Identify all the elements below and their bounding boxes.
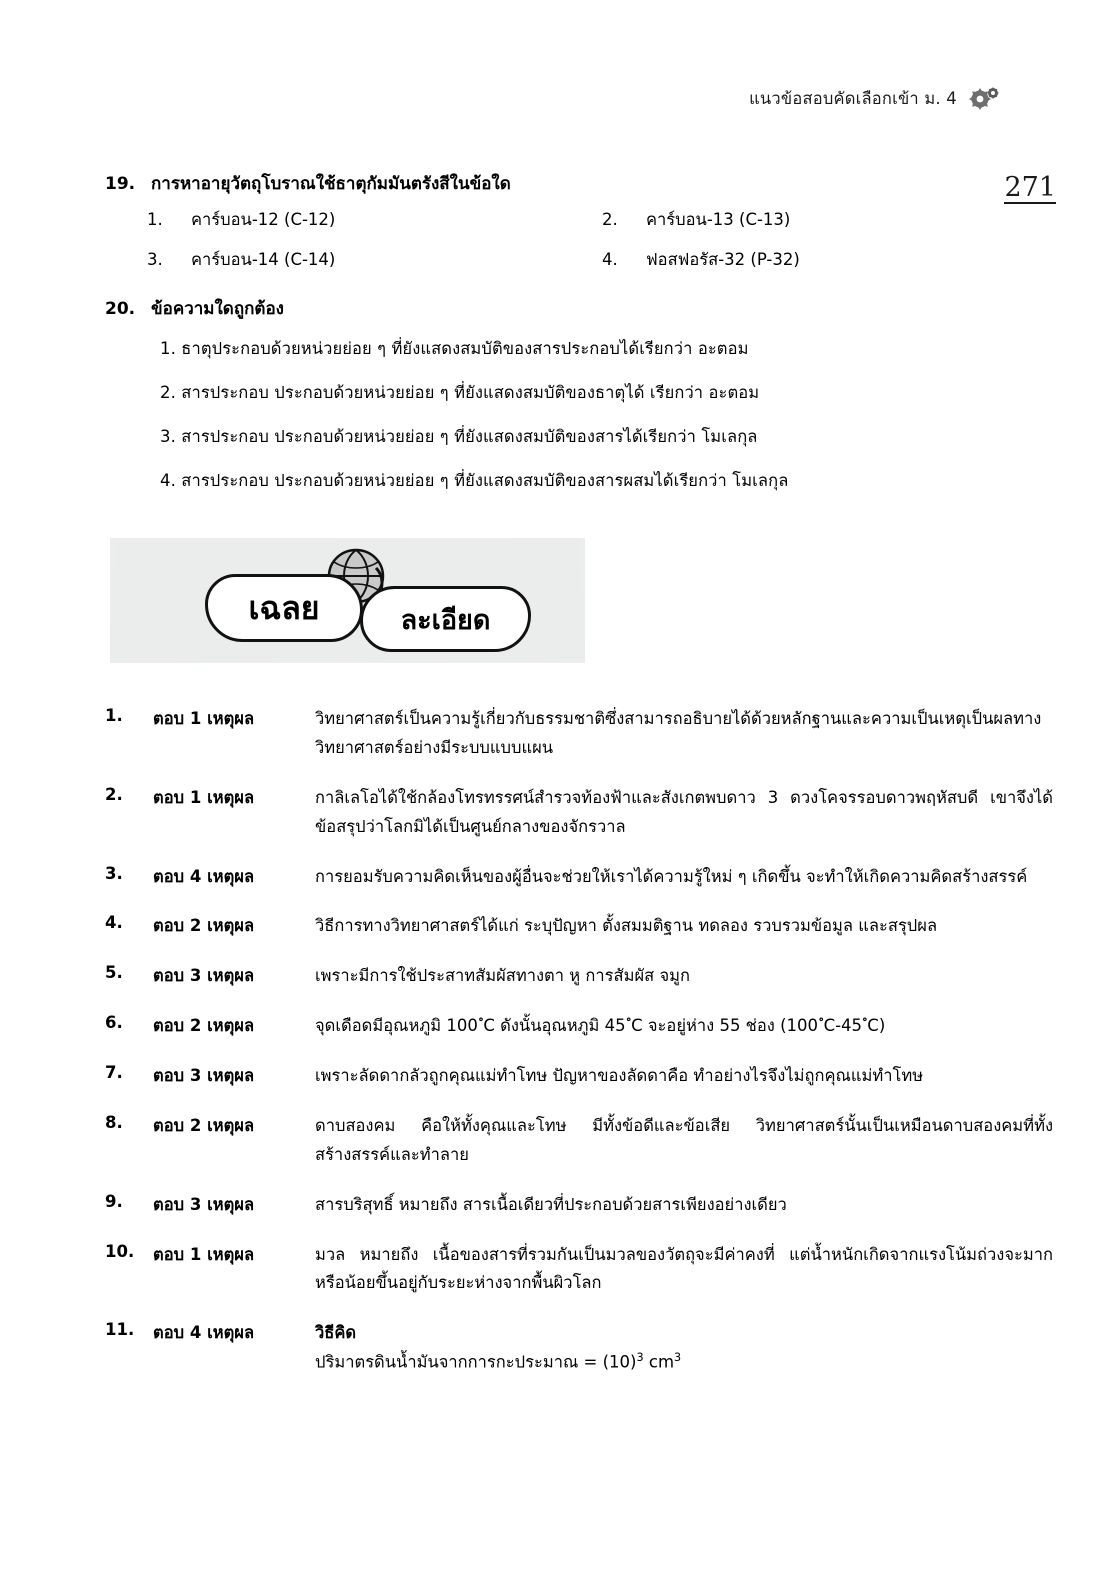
answer-row [105, 705, 1053, 763]
choice-item [147, 247, 602, 273]
formula-unit: cm [643, 1352, 675, 1372]
answer-row [105, 1062, 1053, 1091]
answer-label: ตอบ 1 เหตุผล [153, 1244, 255, 1264]
banner-word-la-iat: ละเอียด [360, 586, 531, 652]
answer-number: 7. [105, 1063, 123, 1082]
answer-number: 2. [105, 784, 123, 804]
choice-number: 4. [602, 250, 618, 269]
answer-number: 8. [105, 1112, 123, 1132]
choice-label: 4. สารประกอบ ประกอบด้วยหน่วยย่อย ๆ ที่ยังแสดงสมบัติของสารผสมได้เรียกว่า โมเลกุล [160, 471, 789, 490]
answer-row [105, 1241, 1053, 1299]
answer-row [105, 912, 1053, 941]
answer-number: 10. [105, 1241, 135, 1261]
answer-label: ตอบ 4 เหตุผล [153, 866, 255, 886]
formula-exponent: 3 [636, 1351, 644, 1365]
question-20 [0, 295, 1111, 494]
gear-icon [967, 86, 1001, 112]
question-19-number: 19. [105, 174, 136, 194]
answer-body-heading: วิธีคิด [315, 1323, 357, 1343]
answer-body: ดาบสองคม คือให้ทั้งคุณและโทษ มีทั้งข้อดีและข้อเสีย วิทยาศาสตร์นั้นเป็นเหมือนดาบสองคมที่ทั้งสร้างสรรค์และทำลาย [315, 1115, 1053, 1164]
choice-label: 1. ธาตุประกอบด้วยหน่วยย่อย ๆ ที่ยังแสดงสมบัติของสารประกอบได้เรียกว่า อะตอม [160, 339, 749, 358]
choice-label: คาร์บอน-14 (C-14) [191, 250, 336, 269]
answer-number: 5. [105, 963, 123, 983]
choice-label: คาร์บอน-12 (C-12) [191, 210, 336, 229]
answer-label: ตอบ 4 เหตุผล [153, 1323, 255, 1343]
answer-label: ตอบ 3 เหตุผล [153, 966, 255, 986]
answer-label: ตอบ 2 เหตุผล [153, 916, 255, 936]
question-20-heading [105, 295, 1006, 322]
answer-number: 3. [105, 863, 123, 883]
answer-row [105, 1191, 1053, 1220]
answer-label: ตอบ 1 เหตุผล [153, 709, 255, 728]
question-19-text: การหาอายุวัตถุโบราณใช้ธาตุกัมมันตรังสีในข้อใด [151, 174, 511, 194]
choice-item [602, 247, 1006, 273]
choice-item [602, 207, 1006, 233]
header-title: แนวข้อสอบคัดเลือกเข้า ม. 4 [749, 89, 957, 108]
choice-label: 2. สารประกอบ ประกอบด้วยหน่วยย่อย ๆ ที่ยังแสดงสมบัติของธาตุได้ เรียกว่า อะตอม [160, 383, 760, 402]
choice-item [147, 207, 602, 233]
formula-text: ปริมาตรดินน้ำมันจากการกะประมาณ = (10) [315, 1352, 637, 1372]
question-19 [0, 170, 1111, 273]
choice-label: 3. สารประกอบ ประกอบด้วยหน่วยย่อย ๆ ที่ยังแสดงสมบัติของสารได้เรียกว่า โมเลกุล [160, 427, 758, 446]
answer-label: ตอบ 3 เหตุผล [153, 1194, 255, 1214]
answer-number: 9. [105, 1191, 123, 1211]
answer-label: ตอบ 3 เหตุผล [153, 1066, 255, 1085]
choice-label: ฟอสฟอรัส-32 (P-32) [646, 250, 800, 269]
answer-body: จุดเดือดมีอุณหภูมิ 100 ํC ดังนั้นอุณหภูมิ 45 ํC จะอยู่ห่าง 55 ช่อง (100 ํC-45 ํC) [315, 1016, 886, 1036]
banner-word-chaloei: เฉลย [205, 574, 363, 642]
answers-list [0, 705, 1111, 1378]
answer-body: วิทยาศาสตร์เป็นความรู้เกี่ยวกับธรรมชาติซึ่งสามารถอธิบายได้ด้วยหลักฐานและความเป็นเหตุเป็นผลทางวิทยาศาสตร์อย่างมีระบบแบบแผน [315, 709, 1042, 757]
answer-key-banner [110, 538, 585, 663]
answer-number: 1. [105, 706, 123, 725]
answer-label: ตอบ 2 เหตุผล [153, 1016, 255, 1036]
answer-body: มวล หมายถึง เนื้อของสารที่รวมกันเป็นมวลของวัตถุจะมีค่าคงที่ แต่น้ำหนักเกิดจากแรงโน้มถ่วงจะมากหรือน้อยขึ้นอยู่กับระยะห่างจากพื้นผิวโลก [315, 1244, 1053, 1293]
choice-number: 2. [602, 210, 618, 229]
page-number: 271 [1004, 172, 1056, 203]
answer-body: วิธีการทางวิทยาศาสตร์ได้แก่ ระบุปัญหา ตั้งสมมติฐาน ทดลอง รวบรวมข้อมูล และสรุปผล [315, 916, 938, 936]
answer-number: 11. [105, 1320, 135, 1340]
answer-body: การยอมรับความคิดเห็นของผู้อื่นจะช่วยให้เราได้ความรู้ใหม่ ๆ เกิดขึ้น จะทำให้เกิดความคิดสร้างสรรค์ [315, 866, 1028, 886]
answer-body-block [315, 1319, 1053, 1377]
answer-row [105, 1012, 1053, 1041]
choice-number: 3. [147, 250, 163, 269]
answer-row [105, 1319, 1053, 1377]
choice-label: คาร์บอน-13 (C-13) [646, 210, 791, 229]
header-inner [0, 86, 1111, 112]
answer-number: 6. [105, 1013, 123, 1033]
question-20-text: ข้อความใดถูกต้อง [151, 299, 284, 319]
main-content [0, 170, 1111, 1399]
answer-body: เพราะมีการใช้ประสาทสัมผัสทางตา หู การสัมผัส จมูก [315, 966, 690, 986]
formula-unit-exponent: 3 [674, 1351, 682, 1365]
answer-row [105, 962, 1053, 991]
question-20-choices [105, 336, 1006, 494]
answer-label: ตอบ 1 เหตุผล [153, 787, 255, 807]
question-20-number: 20. [105, 299, 136, 319]
answer-body-formula [315, 1348, 1053, 1377]
answer-body: เพราะลัดดากลัวถูกคุณแม่ทำโทษ ปัญหาของลัดดาคือ ทำอย่างไรจึงไม่ถูกคุณแม่ทำโทษ [315, 1066, 924, 1085]
question-19-heading [105, 170, 1006, 197]
answer-row [105, 1112, 1053, 1170]
answer-body: กาลิเลโอได้ใช้กล้องโทรทรรศน์สำรวจท้องฟ้าและสังเกตพบดาว 3 ดวงโคจรรอบดาวพฤหัสบดี เขาจึงได้ข้อสรุปว่าโลกมิได้เป็นศูนย์กลางของจักรวาล [315, 787, 1053, 836]
choice-number: 1. [147, 210, 163, 229]
question-19-choices [105, 207, 1006, 273]
answer-row [105, 863, 1053, 892]
answer-number: 4. [105, 913, 123, 933]
answer-label: ตอบ 2 เหตุผล [153, 1115, 255, 1135]
answer-body: สารบริสุทธิ์ หมายถึง สารเนื้อเดียวที่ประกอบด้วยสารเพียงอย่างเดียว [315, 1194, 787, 1214]
answer-row [105, 784, 1053, 842]
